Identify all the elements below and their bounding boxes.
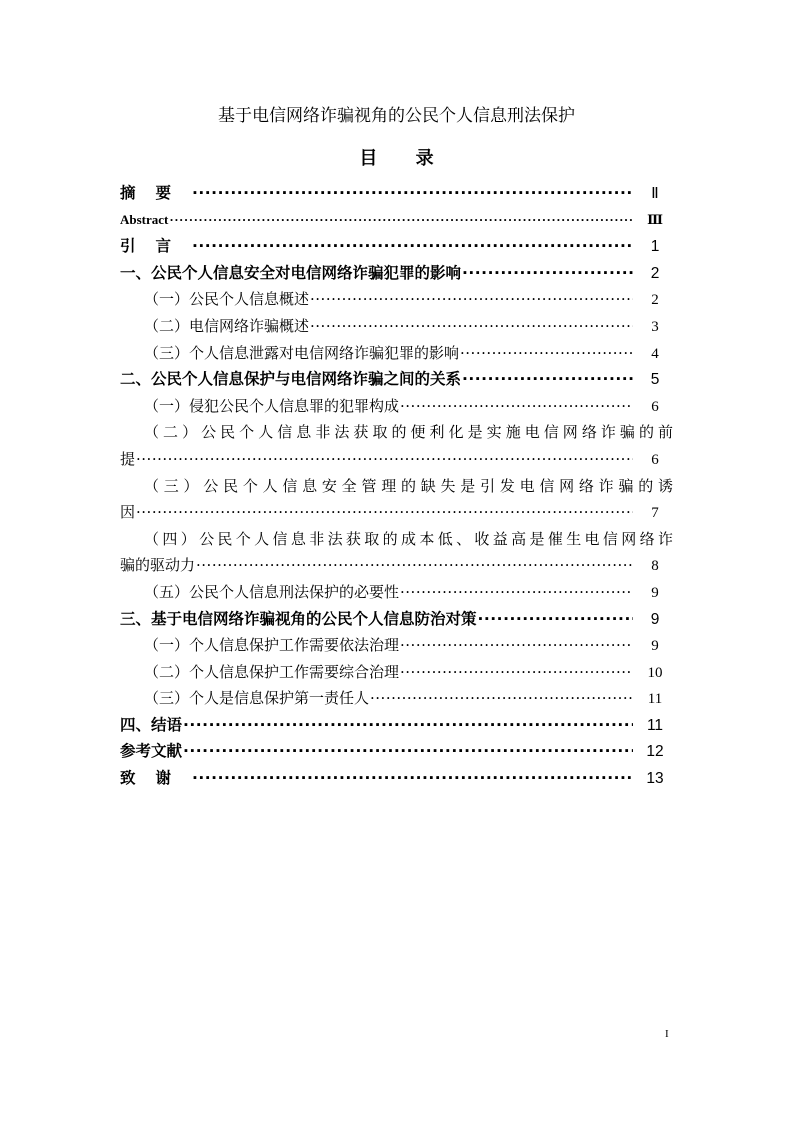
toc-page-number: 9 — [651, 584, 659, 601]
toc-entry-section-1-3[interactable] — [120, 340, 673, 367]
toc-leader — [400, 632, 633, 659]
toc-label: 摘要 — [120, 184, 192, 202]
toc-leader — [400, 659, 633, 686]
toc-page-number: 2 — [651, 292, 659, 309]
toc-label: Abstract — [120, 211, 169, 227]
toc-page-number: 10 — [647, 664, 663, 681]
toc-page-number: 9 — [650, 610, 660, 628]
toc-label: （三）个人是信息保护第一责任人 — [144, 689, 370, 708]
toc-page-number: 8 — [651, 558, 659, 575]
toc-page-number: 6 — [651, 451, 659, 468]
toc-entry-intro[interactable] — [120, 233, 673, 260]
toc-page-number: 11 — [647, 691, 663, 708]
toc-leader — [400, 393, 633, 420]
toc-label: （一）个人信息保护工作需要依法治理 — [144, 636, 400, 655]
toc-label: （一）公民个人信息概述 — [144, 290, 310, 309]
toc-page-number: 2 — [650, 264, 660, 282]
toc-label: 参考文献 — [120, 742, 183, 761]
toc-leader — [169, 207, 633, 234]
toc-entry-section-1-2[interactable] — [120, 313, 673, 340]
toc-page-number: Ⅲ — [647, 211, 663, 227]
toc-page-number: 7 — [651, 505, 659, 522]
toc-label: 引言 — [120, 237, 192, 256]
toc-leader — [192, 233, 633, 260]
toc-entry-section-3[interactable] — [120, 606, 673, 633]
toc-leader — [310, 286, 633, 313]
toc-label: 三、基于电信网络诈骗视角的公民个人信息防治对策 — [120, 609, 477, 628]
toc-label: 致谢 — [120, 769, 192, 788]
toc-entry-abstract-en[interactable] — [120, 207, 673, 234]
toc-entry-section-2-2-line2[interactable] — [120, 446, 673, 473]
toc-leader — [136, 446, 633, 473]
toc-leader — [460, 340, 633, 367]
toc-label: 骗的驱动力 — [120, 556, 196, 575]
toc-label: 提 — [120, 449, 136, 468]
toc-entry-section-2-5[interactable] — [120, 579, 673, 606]
toc-leader — [400, 579, 633, 606]
table-of-contents — [120, 180, 673, 792]
toc-label: 二、公民个人信息保护与电信网络诈骗之间的关系 — [120, 370, 462, 389]
toc-page-number: 3 — [651, 318, 659, 335]
toc-label: （三）个人信息泄露对电信网络诈骗犯罪的影响 — [144, 343, 460, 362]
toc-leader — [192, 765, 633, 792]
toc-leader — [183, 712, 633, 739]
toc-page-number: 1 — [650, 238, 660, 256]
toc-leader — [310, 313, 633, 340]
toc-entry-section-2-3-line1[interactable]: （三）公民个人信息安全管理的缺失是引发电信网络诈骗的诱 — [144, 476, 673, 495]
toc-leader — [196, 552, 633, 579]
toc-entry-section-3-3[interactable] — [120, 685, 673, 712]
toc-entry-section-2-3-line2[interactable] — [120, 499, 673, 526]
footer-page-number: I — [665, 1028, 669, 1040]
toc-page-number: 11 — [646, 716, 664, 734]
toc-leader — [370, 685, 633, 712]
toc-leader — [462, 366, 633, 393]
toc-page-number: 9 — [651, 638, 659, 655]
toc-page-number: 12 — [646, 743, 664, 761]
toc-entry-section-2-2-line1[interactable]: （二）公民个人信息非法获取的便利化是实施电信网络诈骗的前 — [144, 423, 673, 442]
toc-page-number: 5 — [650, 371, 660, 389]
toc-label: 因 — [120, 503, 136, 522]
toc-label: （一）侵犯公民个人信息罪的犯罪构成 — [144, 396, 400, 415]
toc-entry-section-2[interactable] — [120, 366, 673, 393]
toc-entry-thanks[interactable] — [120, 765, 673, 792]
toc-entry-section-2-4-line2[interactable] — [120, 552, 673, 579]
toc-leader — [192, 180, 633, 207]
toc-page-number: 6 — [651, 398, 659, 415]
toc-label: （二）电信网络诈骗概述 — [144, 316, 310, 335]
toc-leader — [183, 738, 633, 765]
toc-leader — [478, 606, 633, 633]
toc-entry-section-2-1[interactable] — [120, 393, 673, 420]
toc-leader — [462, 260, 633, 287]
toc-entry-section-3-1[interactable] — [120, 632, 673, 659]
toc-label: 一、公民个人信息安全对电信网络诈骗犯罪的影响 — [120, 263, 462, 282]
toc-entry-abstract-cn[interactable] — [120, 180, 673, 207]
toc-label: （二）个人信息保护工作需要综合治理 — [144, 662, 400, 681]
toc-entry-section-4[interactable] — [120, 712, 673, 739]
toc-leader — [136, 499, 633, 526]
toc-page-number: Ⅱ — [651, 185, 659, 202]
toc-entry-section-1[interactable] — [120, 260, 673, 287]
toc-entry-references[interactable] — [120, 738, 673, 765]
toc-heading: 目 录 — [359, 148, 450, 169]
toc-entry-section-3-2[interactable] — [120, 659, 673, 686]
toc-page-number: 4 — [651, 345, 659, 362]
toc-label: 四、结语 — [120, 715, 183, 734]
toc-entry-section-2-4-line1[interactable]: （四）公民个人信息非法获取的成本低、收益高是催生电信网络诈 — [144, 529, 673, 548]
toc-label: （五）公民个人信息刑法保护的必要性 — [144, 582, 400, 601]
toc-page-number: 13 — [646, 770, 664, 788]
document-title: 基于电信网络诈骗视角的公民个人信息刑法保护 — [218, 106, 575, 126]
toc-entry-section-1-1[interactable] — [120, 286, 673, 313]
